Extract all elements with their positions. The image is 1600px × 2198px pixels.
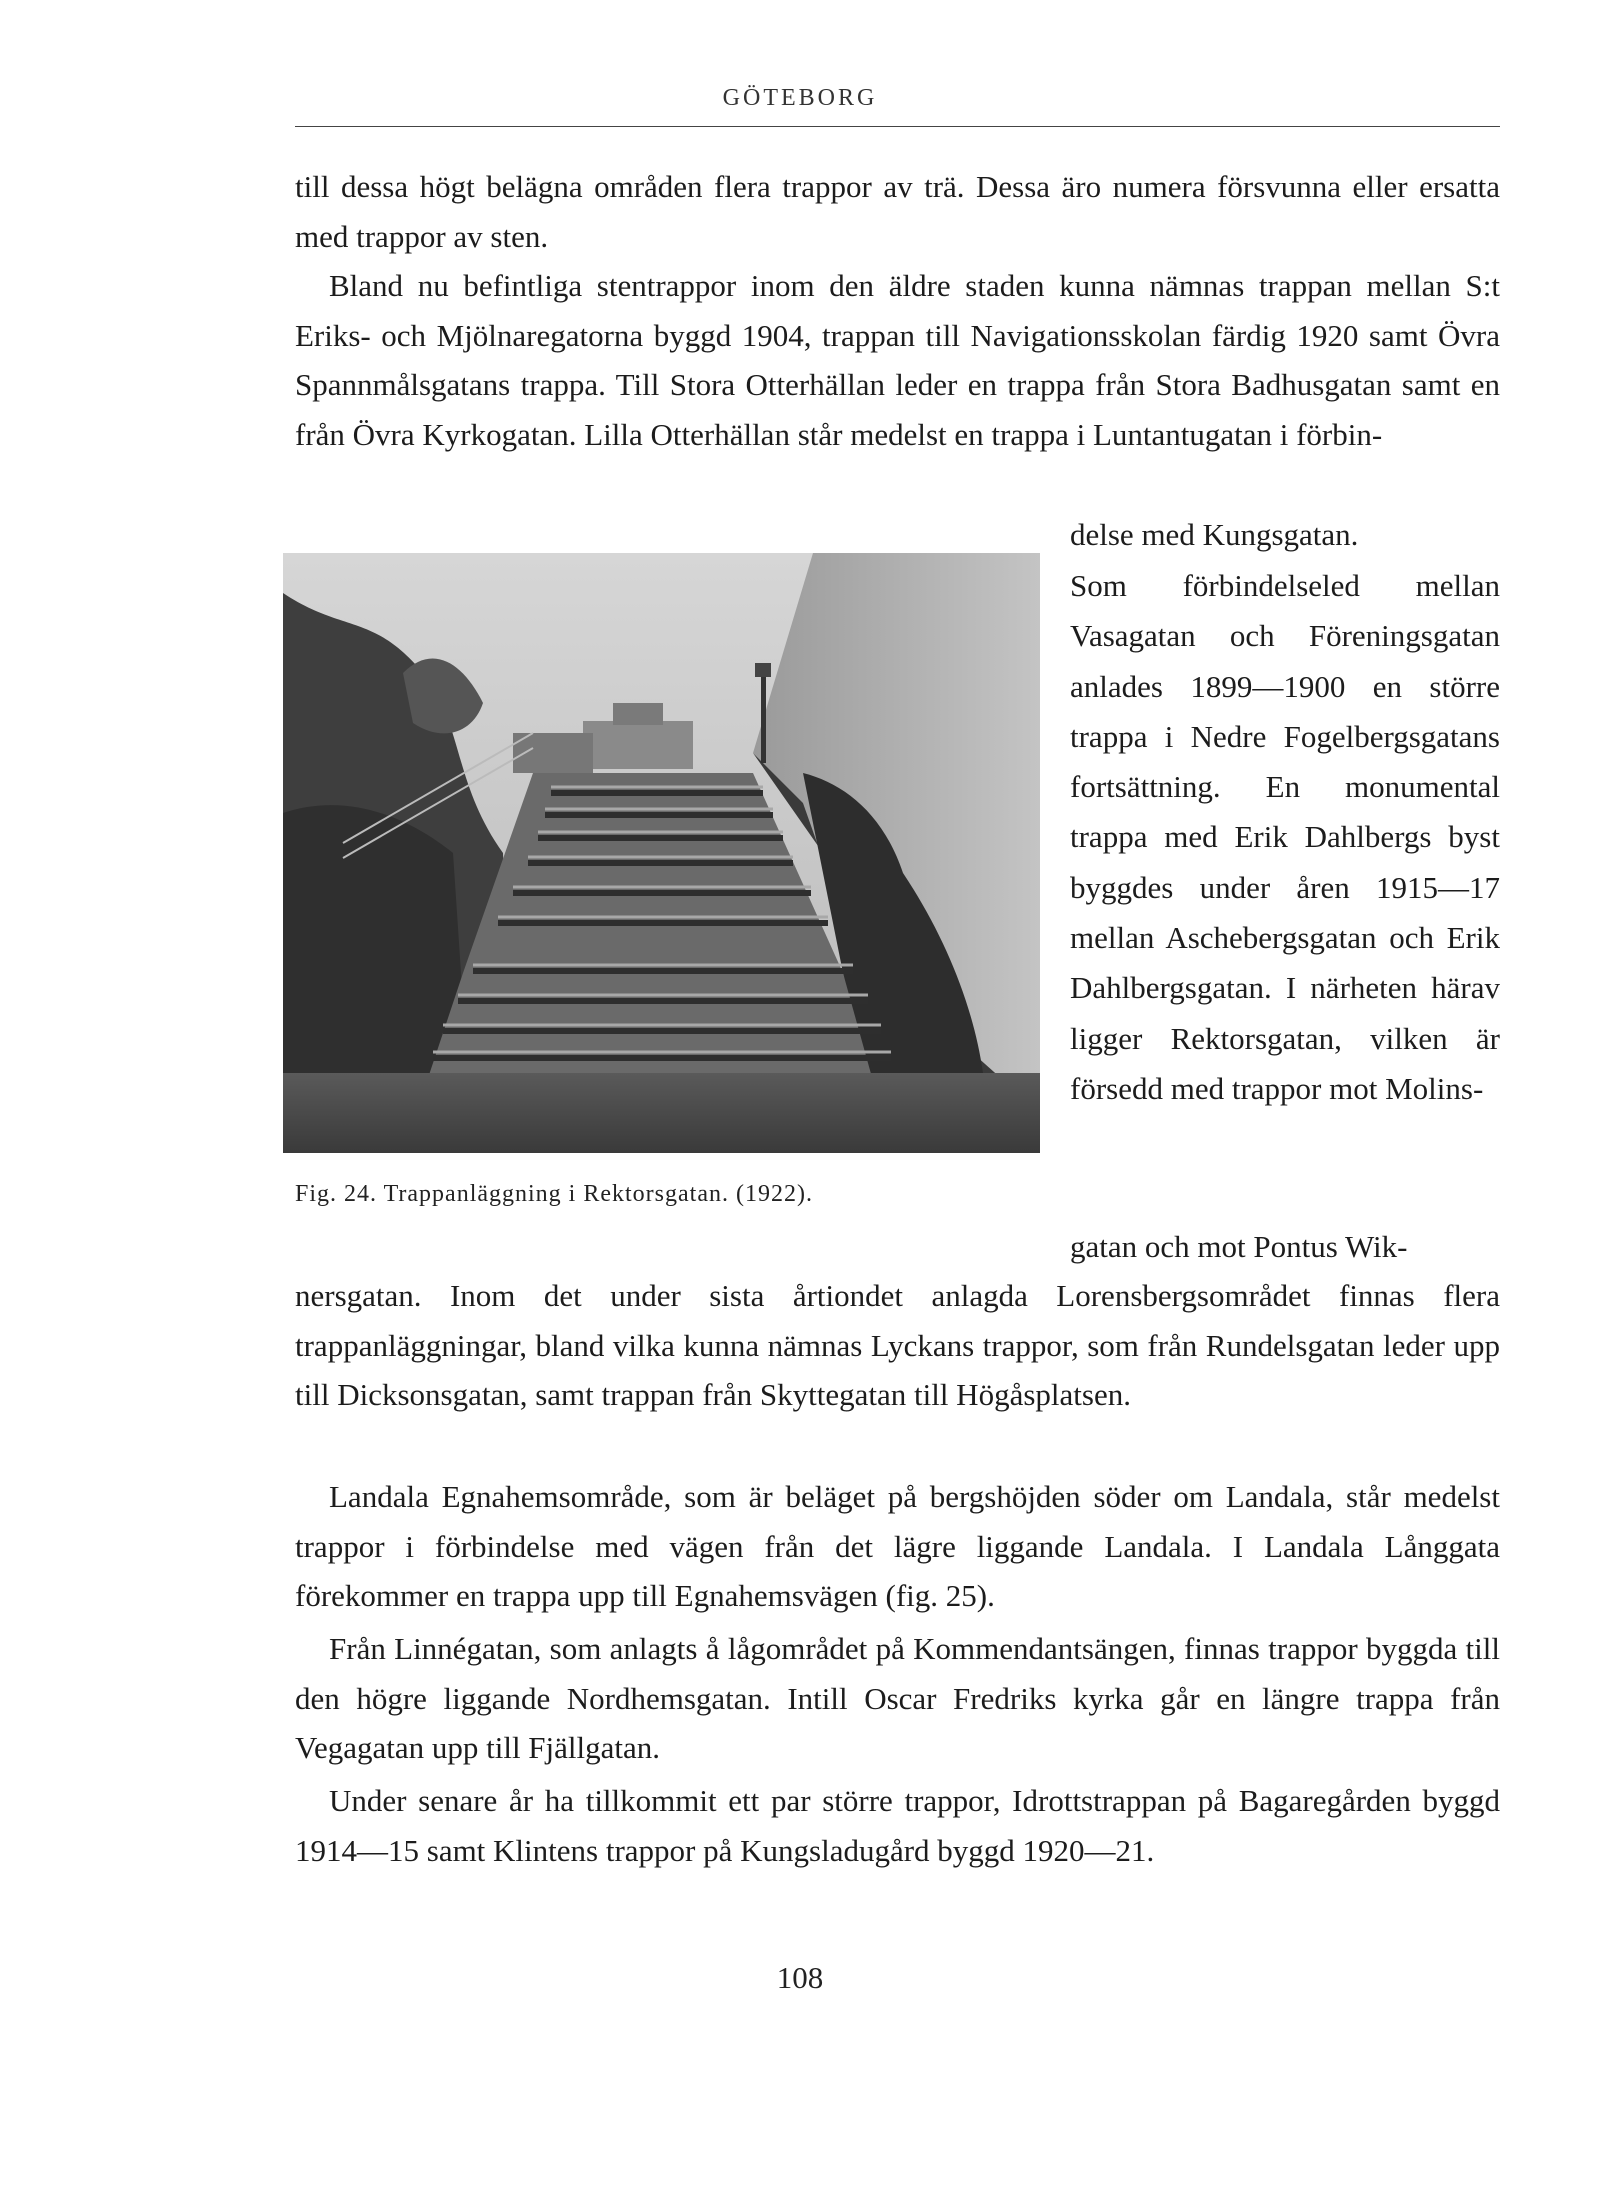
- paragraph-4: Landala Egnahemsområde, som är beläget på bergshöjden söder om Landala, står medelst trappor i förbindelse med vägen från det lägre liggande Landala. I Landala Långgata förekommer en trappa upp till Egnahemsvägen (fig. 25).: [295, 1479, 1500, 1613]
- paragraph-6: Under senare år ha tillkommit ett par större trappor, Idrottstrappan på Bagaregården byggd 1914—15 samt Klintens trappor på Kungsladugård byggd 1920—21.: [295, 1783, 1500, 1868]
- header-rule: [295, 126, 1500, 127]
- paragraph-1: till dessa högt belägna områden flera trappor av trä. Dessa äro numera försvunna eller ersatta med trappor av sten.: [295, 169, 1500, 254]
- side-column-text: Som förbindelseled mellan Vasagatan och Föreningsgatan anlades 1899—1900 en större trappa i Nedre Fogelbergsgatans fortsättning. En monumental trappa med Erik Dahlbergs byst byggdes under åren 1915—17 mellan Aschebergsgatan och Erik Dahlbergsgatan. I närheten härav ligger Rektorsgatan, vilken är försedd med trappor mot Molins-: [1070, 568, 1500, 1106]
- running-head: GÖTEBORG: [722, 85, 878, 111]
- page-number: 108: [776, 1960, 824, 1995]
- stairway-photograph: [283, 553, 1040, 1153]
- side-column-tail: gatan och mot Pontus Wik-: [1070, 1229, 1408, 1264]
- figure-caption: Fig. 24. Trappanläggning i Rektorsgatan. (1922).: [295, 1181, 813, 1207]
- paragraph-2-tail: delse med Kungsgatan.: [1070, 517, 1359, 552]
- stairway-photo-drawing: [283, 553, 1040, 1153]
- paragraph-3: nersgatan. Inom det under sista årtiondet anlagda Lorensbergsområdet finnas flera trappanläggningar, bland vilka kunna nämnas Lyckans trappor, som från Rundelsgatan leder upp till Dicksonsgatan, samt trappan från Skyttegatan till Högåsplatsen.: [295, 1278, 1500, 1412]
- paragraph-5: Från Linnégatan, som anlagts å lågområdet på Kommendantsängen, finnas trappor byggda till den högre liggande Nordhemsgatan. Intill Oscar Fredriks kyrka går en längre trappa från Vegagatan upp till Fjällgatan.: [295, 1631, 1500, 1765]
- paragraph-2: Bland nu befintliga stentrappor inom den äldre staden kunna nämnas trappan mellan S:t Eriks- och Mjölnaregatorna byggd 1904, trappan till Navigationsskolan färdig 1920 samt Övra Spannmålsgatans trappa. Till Stora Otterhällan leder en trappa från Stora Badhusgatan samt en från Övra Kyrkogatan. Lilla Otterhällan står medelst en trappa i Luntantugatan i förbin-: [295, 268, 1500, 452]
